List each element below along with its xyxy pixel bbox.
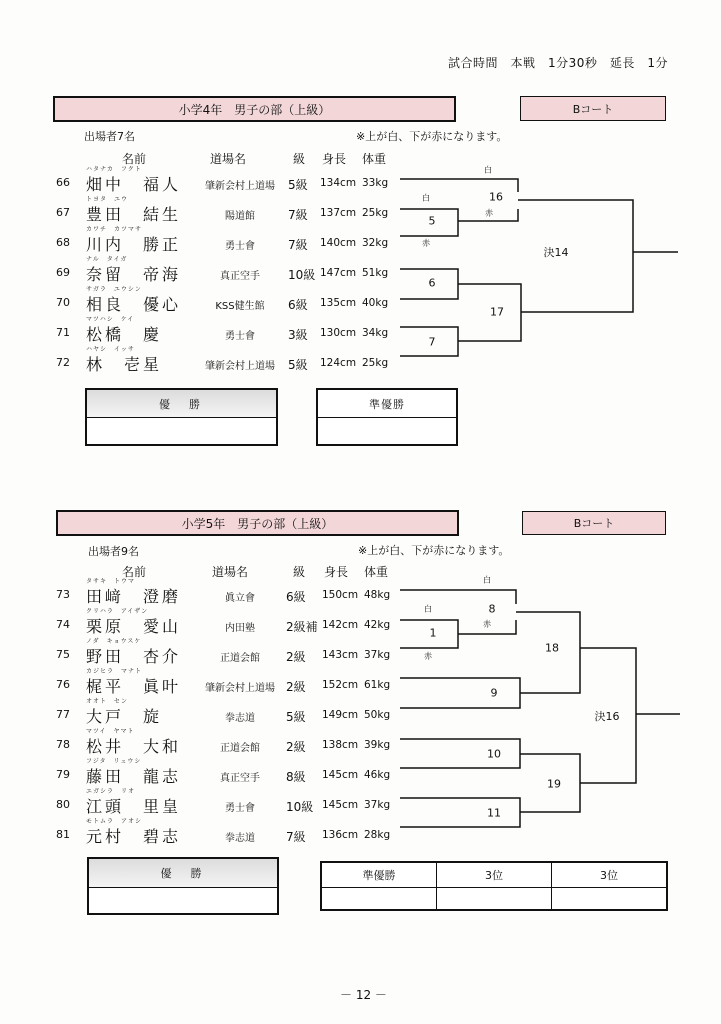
player-weight: 48kg (364, 589, 391, 601)
player-number: 68 (56, 236, 70, 249)
player-rank: 10級 (286, 800, 314, 814)
court-label: Bコート (520, 96, 666, 121)
division-title: 小学5年 男子の部（上級） (56, 510, 459, 536)
division-title: 小学4年 男子の部（上級） (53, 96, 456, 122)
player-number: 67 (56, 206, 70, 219)
placings-box (320, 861, 668, 911)
player-rank: 8級 (286, 770, 306, 784)
player-height: 137cm (320, 207, 357, 219)
player-rank: 2級 (286, 680, 306, 694)
player-rank: 5級 (288, 358, 308, 372)
player-number: 72 (56, 356, 70, 369)
player-weight: 40kg (362, 297, 389, 309)
player-weight: 46kg (364, 769, 391, 781)
player-name: 奈留 帝海 (86, 265, 182, 284)
player-height: 150cm (322, 589, 359, 601)
third-place-label: 3位 (552, 863, 666, 888)
player-dojo: 肇新会村上道場 (205, 181, 275, 192)
player-furigana: トヨタ ユウ (86, 196, 129, 203)
player-dojo: 拳志道 (225, 713, 255, 724)
player-name: 江頭 里皇 (86, 797, 182, 816)
entrant-count: 出場者7名 (84, 130, 135, 143)
player-name: 川内 勝正 (86, 235, 182, 254)
col-weight-header: 体重 (364, 565, 389, 579)
final-label: 決16 (594, 710, 620, 723)
player-name: 林 壱星 (86, 355, 163, 374)
player-dojo: KSS健生館 (215, 301, 265, 312)
player-dojo: 陽道館 (225, 211, 255, 222)
runner-up-label: 準優勝 (322, 863, 436, 888)
player-name: 松橋 慶 (86, 325, 163, 344)
player-number: 71 (56, 326, 70, 339)
winner-box (87, 857, 279, 915)
player-number: 74 (56, 618, 70, 631)
player-dojo: 正道会館 (220, 743, 260, 754)
player-rank: 10級 (288, 268, 316, 282)
player-furigana: カジヒラ マナト (86, 668, 143, 675)
col-height-header: 身長 (324, 565, 349, 579)
white-marker: 白 (422, 193, 430, 203)
match-19-label: 19 (547, 777, 561, 791)
player-furigana: マツハシ ケイ (86, 316, 135, 323)
match-5-label: 5 (428, 214, 436, 228)
player-dojo: 肇新会村上道場 (205, 361, 275, 372)
match-7-label: 7 (428, 335, 436, 349)
player-rank: 3級 (288, 328, 308, 342)
player-name: 相良 優心 (86, 295, 182, 314)
player-dojo: 肇新会村上道場 (205, 683, 275, 694)
player-furigana: オオト セン (86, 698, 128, 705)
player-height: 135cm (320, 297, 357, 309)
player-name: 松井 大和 (86, 737, 182, 756)
player-rank: 5級 (286, 710, 306, 724)
player-name: 豊田 結生 (86, 205, 182, 224)
player-weight: 37kg (364, 649, 391, 661)
player-furigana: ノダ キョウスケ (86, 638, 142, 645)
player-height: 149cm (322, 709, 359, 721)
player-weight: 39kg (364, 739, 391, 751)
player-dojo: 眞立會 (225, 593, 255, 604)
match-16-label: 16 (489, 190, 503, 204)
entrant-count: 出場者9名 (88, 545, 139, 558)
player-dojo: 勇士會 (225, 331, 255, 342)
col-height-header: 身長 (322, 152, 347, 166)
player-rank: 6級 (286, 590, 306, 604)
player-furigana: マツイ ヤマト (86, 728, 135, 735)
player-height: 143cm (322, 649, 359, 661)
player-weight: 34kg (362, 327, 389, 339)
white-marker: 白 (483, 575, 491, 585)
player-furigana: モトムラ アオシ (86, 818, 142, 825)
player-height: 124cm (320, 357, 357, 369)
col-name-header: 名前 (122, 152, 147, 166)
player-dojo: 内田塾 (225, 623, 255, 634)
runner-up-cell (322, 863, 437, 909)
player-name: 畑中 福人 (86, 175, 182, 194)
player-rank: 7級 (286, 830, 306, 844)
match-time-header: 試合時間 本戦 1分30秒 延長 1分 (448, 56, 669, 70)
player-furigana: クリハラ アイザン (86, 608, 149, 615)
player-height: 152cm (322, 679, 359, 691)
player-number: 69 (56, 266, 70, 279)
player-dojo: 勇士會 (225, 241, 255, 252)
player-dojo: 拳志道 (225, 833, 255, 844)
player-rank: 2級 (286, 740, 306, 754)
color-note: ※上が白、下が赤になります。 (358, 544, 510, 557)
player-furigana: エガシラ リオ (86, 788, 135, 795)
match-18-label: 18 (545, 641, 559, 655)
player-furigana: ハヤシ イッサ (86, 346, 135, 353)
court-label: Bコート (522, 511, 666, 535)
player-height: 140cm (320, 237, 357, 249)
match-9-label: 9 (490, 686, 498, 700)
third-place-cell (437, 863, 552, 909)
col-kyu-header: 級 (293, 152, 306, 166)
player-number: 80 (56, 798, 70, 811)
player-rank: 7級 (288, 208, 308, 222)
player-furigana: サガラ ユウシン (86, 286, 142, 293)
player-height: 130cm (320, 327, 357, 339)
player-number: 77 (56, 708, 70, 721)
match-11-label: 11 (487, 806, 501, 820)
col-dojo-header: 道場名 (210, 152, 247, 166)
player-name: 田﨑 澄磨 (86, 587, 182, 606)
winner-label: 優 勝 (87, 390, 276, 418)
player-weight: 25kg (362, 207, 389, 219)
player-number: 79 (56, 768, 70, 781)
red-marker: 赤 (485, 208, 493, 218)
player-height: 145cm (322, 799, 359, 811)
player-name: 藤田 龍志 (86, 767, 182, 786)
player-number: 78 (56, 738, 70, 751)
white-marker: 白 (484, 165, 492, 175)
runner-up-label: 準優勝 (318, 390, 456, 418)
player-number: 70 (56, 296, 70, 309)
player-weight: 42kg (364, 619, 391, 631)
player-rank: 6級 (288, 298, 308, 312)
player-weight: 25kg (362, 357, 389, 369)
color-note: ※上が白、下が赤になります。 (356, 130, 508, 143)
player-name: 野田 杏介 (86, 647, 182, 666)
player-dojo: 真正空手 (220, 773, 260, 784)
red-marker: 赤 (424, 651, 432, 661)
player-weight: 50kg (364, 709, 391, 721)
match-8-label: 8 (488, 602, 496, 616)
red-marker: 赤 (483, 619, 491, 629)
player-furigana: タサキ トウマ (86, 578, 136, 585)
player-number: 75 (56, 648, 70, 661)
col-weight-header: 体重 (362, 152, 387, 166)
player-rank: 2級補 (286, 620, 318, 634)
player-furigana: ハタナカ フクト (86, 166, 142, 173)
match-10-label: 10 (487, 747, 501, 761)
player-weight: 33kg (362, 177, 389, 189)
player-name: 大戸 旋 (86, 707, 163, 726)
player-height: 138cm (322, 739, 359, 751)
col-name-header: 名前 (122, 565, 147, 579)
player-rank: 5級 (288, 178, 308, 192)
page-number: － 12 － (340, 988, 387, 1002)
player-height: 145cm (322, 769, 359, 781)
final-label: 決14 (543, 246, 569, 259)
third-place-label: 3位 (437, 863, 551, 888)
player-furigana: カワチ カツマサ (86, 226, 143, 233)
player-number: 76 (56, 678, 70, 691)
player-weight: 61kg (364, 679, 391, 691)
player-number: 81 (56, 828, 70, 841)
player-height: 136cm (322, 829, 359, 841)
player-furigana: ナル タイガ (86, 256, 128, 263)
player-furigana: フジタ リュウシ (86, 758, 142, 765)
winner-label: 優 勝 (89, 859, 277, 888)
player-dojo: 正道会館 (220, 653, 260, 664)
match-17-label: 17 (490, 305, 504, 319)
player-name: 元村 碧志 (86, 827, 182, 846)
player-height: 147cm (320, 267, 357, 279)
player-dojo: 真正空手 (220, 271, 260, 282)
col-kyu-header: 級 (293, 565, 306, 579)
match-1-label: 1 (429, 626, 437, 640)
player-number: 66 (56, 176, 70, 189)
player-weight: 28kg (364, 829, 391, 841)
player-name: 梶平 眞叶 (86, 677, 182, 696)
player-name: 栗原 愛山 (86, 617, 182, 636)
player-rank: 7級 (288, 238, 308, 252)
player-weight: 32kg (362, 237, 389, 249)
player-height: 134cm (320, 177, 357, 189)
white-marker: 白 (424, 604, 432, 614)
player-dojo: 勇士會 (225, 803, 255, 814)
player-number: 73 (56, 588, 70, 601)
match-6-label: 6 (428, 276, 436, 290)
red-marker: 赤 (422, 238, 430, 248)
player-height: 142cm (322, 619, 359, 631)
player-weight: 51kg (362, 267, 389, 279)
col-dojo-header: 道場名 (212, 565, 249, 579)
player-rank: 2級 (286, 650, 306, 664)
player-weight: 37kg (364, 799, 391, 811)
third-place-cell (552, 863, 666, 909)
